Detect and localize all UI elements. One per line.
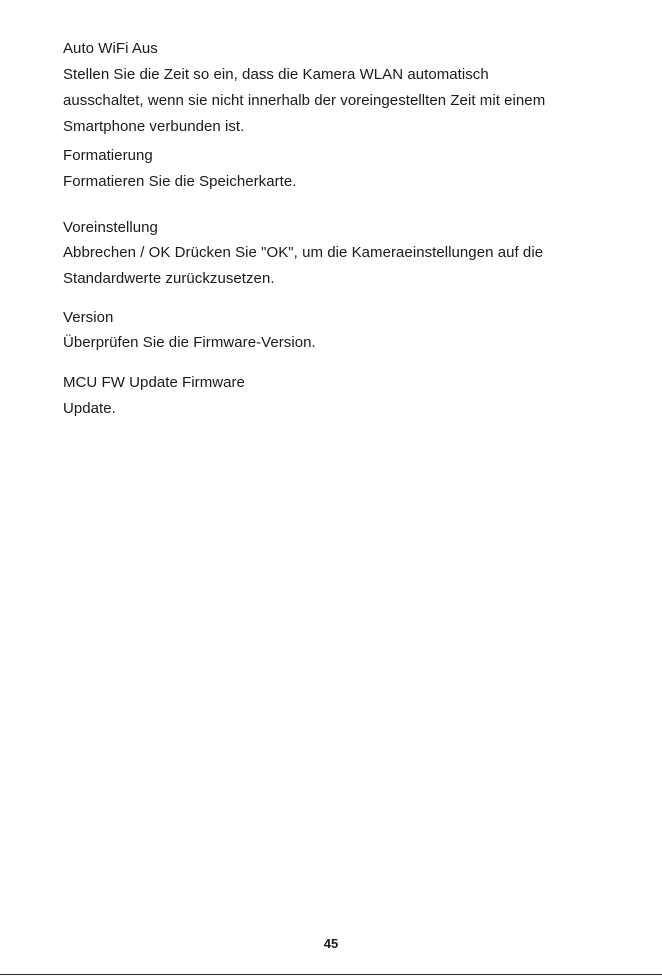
page-number: 45: [323, 936, 339, 951]
auto-wifi-heading: Auto WiFi Aus: [63, 40, 158, 57]
format-text-line-1: Formatieren Sie die Speicherkarte.: [63, 173, 297, 190]
reset-text-line-1: Abbrechen / OK Drücken Sie "OK", um die Kameraeinstellungen auf die: [63, 244, 544, 261]
mcu-fw-text-line-1: Update.: [63, 400, 116, 417]
reset-heading: Voreinstellung: [63, 219, 158, 236]
auto-wifi-text-line-3: Smartphone verbunden ist.: [63, 118, 245, 135]
reset-text-line-2: Standardwerte zurückzusetzen.: [63, 270, 275, 287]
bottom-rule: [0, 974, 662, 975]
auto-wifi-text-line-1: Stellen Sie die Zeit so ein, dass die Kamera WLAN automatisch: [63, 66, 489, 83]
format-heading: Formatierung: [63, 147, 153, 164]
version-heading: Version: [63, 309, 114, 326]
auto-wifi-text-line-2: ausschaltet, wenn sie nicht innerhalb der voreingestellten Zeit mit einem: [63, 92, 546, 109]
mcu-fw-heading: MCU FW Update Firmware: [63, 374, 245, 391]
version-text-line-1: Überprüfen Sie die Firmware-Version.: [63, 334, 316, 351]
